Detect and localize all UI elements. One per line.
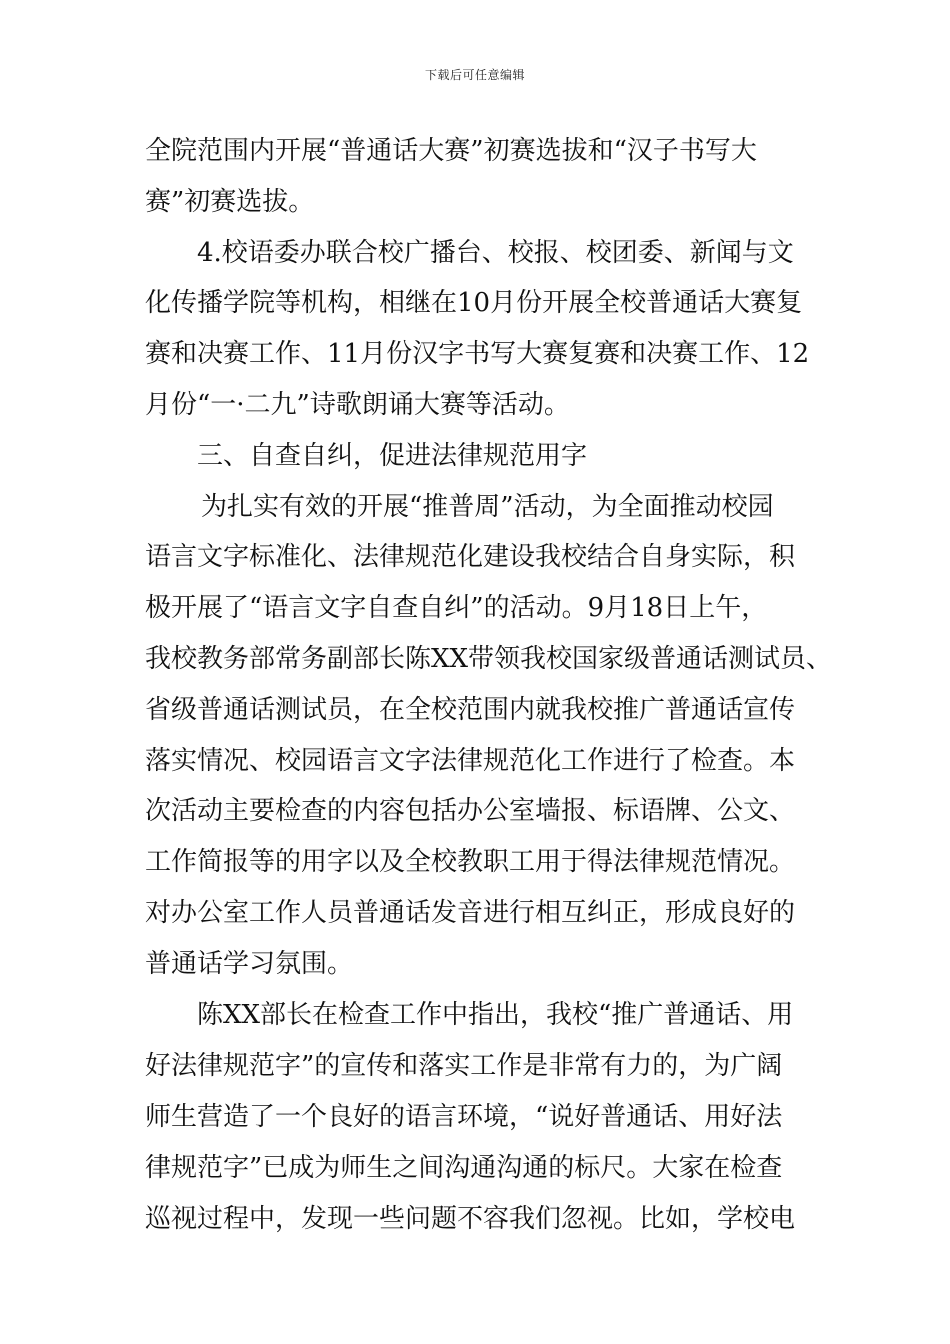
text-line: 巡视过程中，发现一些问题不容我们忽视。比如，学校电 <box>145 1203 796 1234</box>
text-line: 我校教务部常务副部长陈XX带领我校国家级普通话测试员、 <box>145 643 833 674</box>
document-body <box>145 126 833 1244</box>
text-line: 月份“一·二九”诗歌朗诵大赛等活动。 <box>145 389 570 420</box>
text-line: 赛和决赛工作、11月份汉字书写大赛复赛和决赛工作、12 <box>145 339 810 370</box>
text-line: 语言文字标准化、法律规范化建设我校结合自身实际，积 <box>145 542 796 573</box>
page-header-note: 下载后可任意编辑 <box>424 68 525 82</box>
text-line: 律规范字”已成为师生之间沟通沟通的标尺。大家在检查 <box>145 1152 783 1183</box>
text-line: 化传播学院等机构，相继在10月份开展全校普通话大赛复 <box>145 288 803 319</box>
text-line: 4.校语委办联合校广播台、校报、校团委、新闻与文 <box>197 237 794 268</box>
text-line: 对办公室工作人员普通话发音进行相互纠正，形成良好的 <box>145 897 796 928</box>
text-line: 全院范围内开展“普通话大赛”初赛选拔和“汉子书写大 <box>145 136 757 166</box>
paragraph-contest-selection <box>145 126 810 228</box>
text-line: 工作简报等的用字以及全校教职工用于得法律规范情况。 <box>145 847 796 878</box>
text-line: 师生营造了一个良好的语言环境，“说好普通话、用好法 <box>145 1101 783 1132</box>
text-line: 好法律规范字”的宣传和落实工作是非常有力的，为广阔 <box>145 1051 783 1082</box>
text-line: 陈XX部长在检查工作中指出，我校“推广普通话、用 <box>197 1000 794 1031</box>
text-line: 普通话学习氛围。 <box>145 948 354 979</box>
text-line: 省级普通话测试员，在全校范围内就我校推广普通话宣传 <box>145 694 796 725</box>
paragraph-item-4 <box>145 228 810 431</box>
text-line: 次活动主要检查的内容包括办公室墙报、标语牌、公文、 <box>145 796 796 827</box>
text-line: 极开展了“语言文字自查自纠”的活动。9月18日上午， <box>145 593 768 624</box>
section-heading-3 <box>145 431 810 482</box>
heading-line: 三、自查自纠，促进法律规范用字 <box>197 440 588 471</box>
text-line: 落实情况、校园语言文字法律规范化工作进行了检查。本 <box>145 745 796 776</box>
text-line: 赛”初赛选拔。 <box>145 186 315 217</box>
paragraph-self-inspection <box>145 482 833 990</box>
text-line: 为扎实有效的开展“推普周”活动，为全面推动校园 <box>201 491 774 522</box>
paragraph-inspection-remarks <box>145 990 810 1244</box>
